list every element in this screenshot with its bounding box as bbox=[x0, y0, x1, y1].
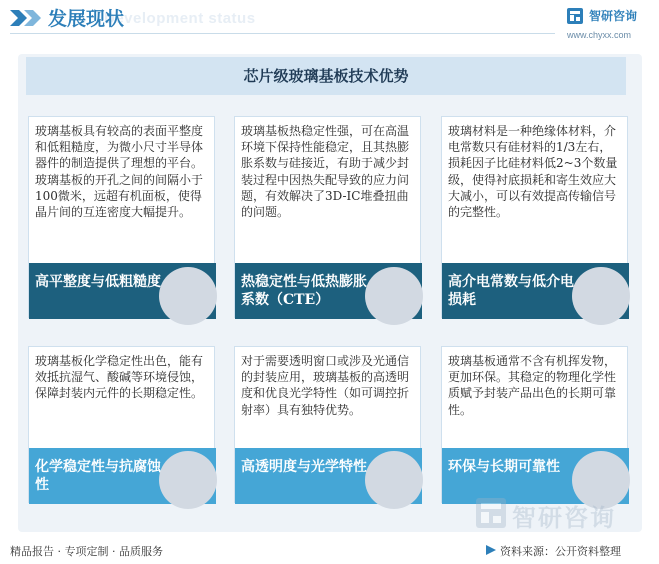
header-ghost-text: Development status bbox=[104, 10, 256, 27]
card-description: 玻璃基板通常不含有机挥发物，更加环保。其稳定的物理化学性质赋予封装产品出色的长期可靠性。 bbox=[448, 354, 617, 417]
card-label: 化学稳定性与抗腐蚀性 bbox=[35, 459, 161, 493]
header-divider bbox=[10, 33, 555, 34]
page-footer bbox=[0, 536, 659, 564]
decorative-circle bbox=[159, 267, 217, 325]
card-label: 高介电常数与低介电损耗 bbox=[448, 274, 574, 308]
decorative-circle bbox=[365, 451, 423, 509]
advantage-card-1 bbox=[28, 116, 215, 318]
card-description: 玻璃基板具有较高的表面平整度和低粗糙度，为微小尺寸半导体器件的制造提供了理想的平台。玻璃基板的开孔之间的间隔小于100微米，远超有机面板，使得晶片间的互连密度大幅提升。 bbox=[35, 124, 204, 220]
main-title: 芯片级玻璃基板技术优势 bbox=[243, 67, 409, 85]
footer-source: 资料来源：公开资料整理 bbox=[500, 545, 621, 558]
card-description: 玻璃基板化学稳定性出色，能有效抵抗湿气、酸碱等环境侵蚀，保障封装内元件的长期稳定性。 bbox=[35, 354, 204, 401]
card-label: 高透明度与光学特性 bbox=[241, 459, 367, 475]
watermark-text: 智研咨询 bbox=[512, 504, 616, 532]
decorative-circle bbox=[365, 267, 423, 325]
advantage-card-2 bbox=[234, 116, 421, 318]
decorative-circle bbox=[159, 451, 217, 509]
brand bbox=[567, 6, 655, 40]
card-label: 环保与长期可靠性 bbox=[448, 459, 560, 475]
advantage-card-3 bbox=[441, 116, 628, 318]
page-header bbox=[0, 0, 659, 44]
brand-url: www.chyxx.com bbox=[567, 30, 632, 40]
brand-name: 智研咨询 bbox=[589, 9, 638, 23]
decorative-circle bbox=[572, 267, 630, 325]
card-description: 玻璃基板热稳定性强，可在高温环境下保持性能稳定，且其热膨胀系数与硅接近，有助于减少封装过程中因热失配导致的应力问题，有效解决了3D-IC堆叠扭曲的问题。 bbox=[241, 124, 410, 220]
advantage-card-5 bbox=[234, 346, 421, 503]
card-label: 高平整度与低粗糙度 bbox=[35, 274, 161, 290]
advantage-card-4 bbox=[28, 346, 215, 503]
section-title: 发展现状 bbox=[48, 8, 125, 30]
card-label: 热稳定性与低热膨胀系数（CTE） bbox=[241, 274, 367, 308]
main-title-bar bbox=[26, 57, 626, 95]
source-arrow-icon bbox=[486, 545, 496, 555]
watermark-logo-icon bbox=[476, 498, 506, 528]
advantage-card-6 bbox=[441, 346, 628, 503]
brand-logo-icon bbox=[567, 8, 583, 24]
card-description: 对于需要透明窗口或涉及光通信的封装应用，玻璃基板的高透明度和优良光学特性（如可调控折射率）具有独特优势。 bbox=[241, 354, 410, 417]
footer-slogan: 精品报告 · 专项定制 · 品质服务 bbox=[10, 545, 163, 558]
double-chevron-icon bbox=[10, 10, 44, 26]
card-description: 玻璃材料是一种绝缘体材料，介电常数只有硅材料的1/3左右，损耗因子比硅材料低2~3个数量级，使得衬底损耗和寄生效应大大减小，可以有效提高传输信号的完整性。 bbox=[448, 124, 618, 220]
watermark bbox=[476, 494, 646, 534]
